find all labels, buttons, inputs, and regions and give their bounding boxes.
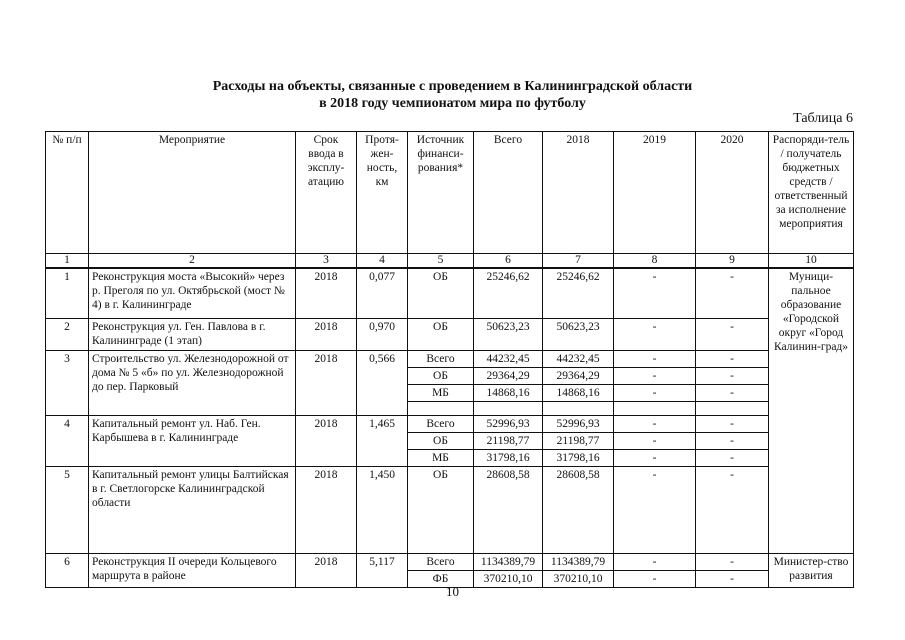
row-2019: -: [614, 384, 696, 401]
manager-kaliningrad: Муници-пальное образование «Городской округ «Город Калинин-град»: [769, 268, 854, 553]
row-year: 2018: [296, 553, 357, 587]
row-2020: -: [696, 415, 769, 432]
page-number: 10: [446, 584, 459, 599]
column-number: 7: [543, 254, 614, 269]
column-number: 4: [357, 254, 408, 269]
row-year: 2018: [296, 350, 357, 415]
row-num: 2: [46, 318, 89, 350]
row-length: 1,465: [357, 415, 408, 466]
row-2019: -: [614, 466, 696, 553]
column-number: 8: [614, 254, 696, 269]
header-length: Протя-жен-ность, км: [357, 132, 408, 254]
row-source: ОБ: [408, 466, 474, 553]
row-2019: -: [614, 432, 696, 449]
row-year: 2018: [296, 318, 357, 350]
empty-cell: [543, 401, 614, 415]
row-event: Реконструкция моста «Высокий» через р. Преголя по ул. Октябрьской (мост № 4) в г. Калининграде: [89, 268, 296, 318]
row-year: 2018: [296, 268, 357, 318]
row-2018: 1134389,79: [543, 553, 614, 570]
row-2019: -: [614, 570, 696, 587]
empty-cell: [474, 401, 543, 415]
header-event: Мероприятие: [89, 132, 296, 254]
row-2020: -: [696, 553, 769, 570]
row-2018: 29364,29: [543, 367, 614, 384]
row-2019: -: [614, 553, 696, 570]
row-total: 14868,16: [474, 384, 543, 401]
row-source: ОБ: [408, 268, 474, 318]
row-total: 50623,23: [474, 318, 543, 350]
header-total: Всего: [474, 132, 543, 254]
row-2020: -: [696, 570, 769, 587]
row-event: Строительство ул. Железнодорожной от дома № 5 «б» по ул. Железнодорожной до пер. Парковый: [89, 350, 296, 415]
row-source: ОБ: [408, 367, 474, 384]
row-2019: -: [614, 367, 696, 384]
row-2018: 25246,62: [543, 268, 614, 318]
column-number: 9: [696, 254, 769, 269]
row-total: 31798,16: [474, 449, 543, 466]
empty-cell: [696, 401, 769, 415]
row-2020: -: [696, 466, 769, 553]
row-2018: 14868,16: [543, 384, 614, 401]
row-num: 5: [46, 466, 89, 553]
row-total: 29364,29: [474, 367, 543, 384]
row-total: 25246,62: [474, 268, 543, 318]
row-total: 21198,77: [474, 432, 543, 449]
row-source: ОБ: [408, 318, 474, 350]
row-num: 1: [46, 268, 89, 318]
row-total: 370210,10: [474, 570, 543, 587]
row-length: 5,117: [357, 553, 408, 587]
row-source: Всего: [408, 553, 474, 570]
column-number: 2: [89, 254, 296, 269]
row-total: 44232,45: [474, 350, 543, 367]
row-total: 1134389,79: [474, 553, 543, 570]
empty-cell: [614, 401, 696, 415]
row-2020: -: [696, 449, 769, 466]
row-2019: -: [614, 415, 696, 432]
row-year: 2018: [296, 415, 357, 466]
table-row: [46, 553, 854, 570]
row-length: 1,450: [357, 466, 408, 553]
row-2020: -: [696, 384, 769, 401]
row-event: Реконструкция ул. Ген. Павлова в г. Калининграде (1 этап): [89, 318, 296, 350]
header-year: Срок ввода в эксплу-атацию: [296, 132, 357, 254]
document-title: [0, 78, 905, 112]
row-year: 2018: [296, 466, 357, 553]
expenses-table: [45, 131, 854, 588]
column-number-row: [46, 254, 854, 269]
row-2018: 21198,77: [543, 432, 614, 449]
row-source: Всего: [408, 415, 474, 432]
table-row: [46, 318, 854, 350]
row-num: 3: [46, 350, 89, 415]
title-line-1: Расходы на объекты, связанные с проведением в Калининградской области: [212, 79, 693, 94]
manager-ministry: Министер-ство развития: [769, 553, 854, 587]
column-number: 6: [474, 254, 543, 269]
row-2018: 52996,93: [543, 415, 614, 432]
header-2020: 2020: [696, 132, 769, 254]
row-2018: 370210,10: [543, 570, 614, 587]
row-2019: -: [614, 350, 696, 367]
column-number: 5: [408, 254, 474, 269]
row-num: 4: [46, 415, 89, 466]
row-source: МБ: [408, 449, 474, 466]
row-event: Реконструкция II очереди Кольцевого маршрута в районе: [89, 553, 296, 587]
row-length: 0,077: [357, 268, 408, 318]
header-source: Источник финанси-рования*: [408, 132, 474, 254]
table-row: [46, 466, 854, 553]
empty-cell: [408, 401, 474, 415]
row-2019: -: [614, 449, 696, 466]
row-2020: -: [696, 367, 769, 384]
row-2018: 50623,23: [543, 318, 614, 350]
row-2020: -: [696, 432, 769, 449]
row-2019: -: [614, 268, 696, 318]
row-2020: -: [696, 318, 769, 350]
row-source: ОБ: [408, 432, 474, 449]
row-2020: -: [696, 268, 769, 318]
header-num: № п/п: [46, 132, 89, 254]
column-number: 1: [46, 254, 89, 269]
row-num: 6: [46, 553, 89, 587]
row-event: Капитальный ремонт улицы Балтийская в г. Светлогорске Калининградской области: [89, 466, 296, 553]
row-2020: -: [696, 350, 769, 367]
row-source: Всего: [408, 350, 474, 367]
row-2018: 28608,58: [543, 466, 614, 553]
row-length: 0,970: [357, 318, 408, 350]
header-row: [46, 132, 854, 254]
table-row: [46, 350, 854, 367]
column-number: 3: [296, 254, 357, 269]
title-line-2: в 2018 году чемпионатом мира по футболу: [319, 96, 586, 111]
row-2019: -: [614, 318, 696, 350]
row-total: 52996,93: [474, 415, 543, 432]
row-source: ФБ: [408, 570, 474, 587]
row-2018: 31798,16: [543, 449, 614, 466]
table-row: [46, 268, 854, 318]
table-row: [46, 415, 854, 432]
table-label: Таблица 6: [793, 111, 853, 126]
column-number: 10: [769, 254, 854, 269]
row-2018: 44232,45: [543, 350, 614, 367]
row-event: Капитальный ремонт ул. Наб. Ген. Карбышева в г. Калининграде: [89, 415, 296, 466]
header-2019: 2019: [614, 132, 696, 254]
row-length: 0,566: [357, 350, 408, 415]
row-source: МБ: [408, 384, 474, 401]
header-manager: Распоряди-тель / получатель бюджетных средств / ответственный за исполнение мероприятия: [769, 132, 854, 254]
row-total: 28608,58: [474, 466, 543, 553]
header-2018: 2018: [543, 132, 614, 254]
